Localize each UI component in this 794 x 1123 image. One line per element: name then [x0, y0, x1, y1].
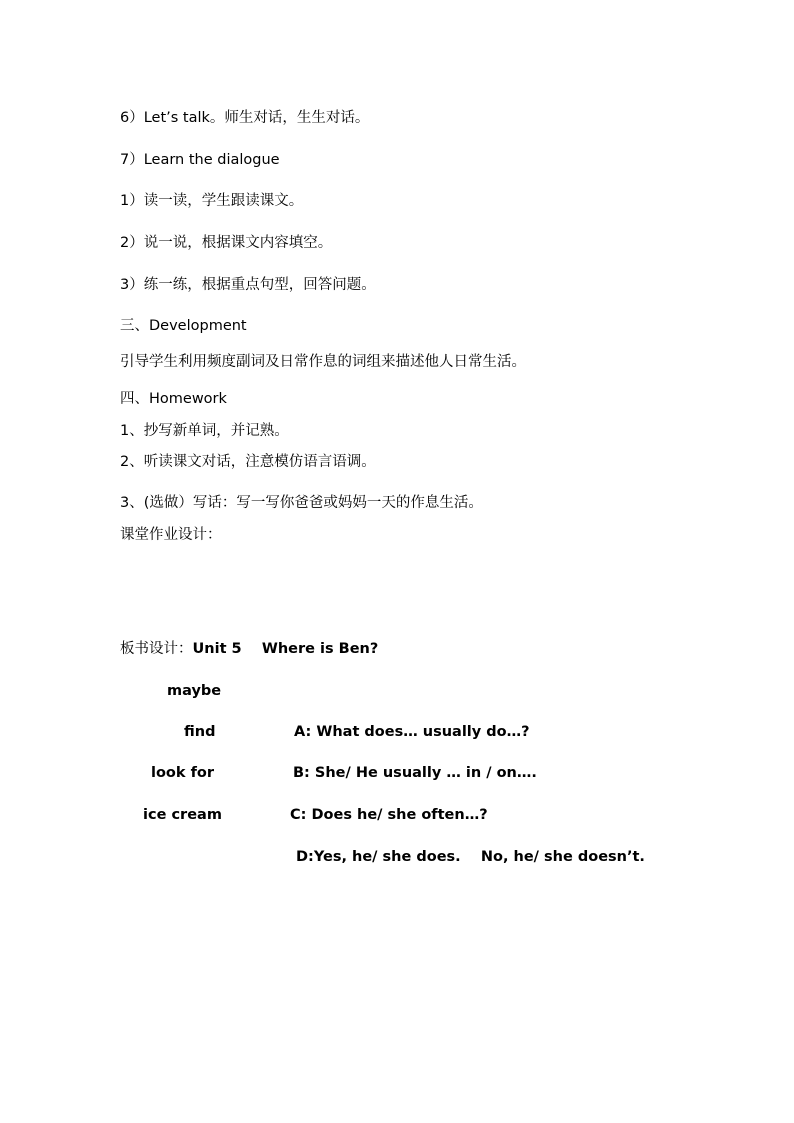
homework-heading: 四、Homework [120, 391, 227, 407]
board-heading [120, 639, 378, 659]
activity-step-3: 3）练一练，根据重点句型，回答问题。 [120, 277, 376, 293]
board-sentence-d: D:Yes, he/ she does. No, he/ she doesn’t. [296, 849, 645, 865]
board-sentence-c: C: Does he/ she often…? [290, 807, 488, 823]
activity-learn-dialogue: 7）Learn the dialogue [120, 152, 280, 168]
classwork-label: 课堂作业设计： [120, 527, 222, 543]
board-title: Unit 5 Where is Ben? [192, 641, 379, 657]
board-word-find: find [184, 724, 216, 740]
board-sentence-a: A: What does… usually do…? [294, 724, 530, 740]
board-word-ice-cream: ice cream [143, 807, 222, 823]
development-heading: 三、Development [120, 318, 247, 334]
activity-step-1: 1）读一读，学生跟读课文。 [120, 193, 304, 209]
board-word-look-for: look for [151, 765, 215, 781]
homework-item-3: 3、(选做）写话：写一写你爸爸或妈妈一天的作息生活。 [120, 495, 483, 511]
homework-item-1: 1、抄写新单词，并记熟。 [120, 423, 289, 439]
board-word-maybe: maybe [167, 683, 222, 699]
board-sentence-b: B: She/ He usually … in / on…. [293, 765, 537, 781]
homework-item-2: 2、听读课文对话，注意模仿语言语调。 [120, 454, 376, 470]
board-label: 板书设计： [120, 641, 193, 657]
development-text: 引导学生利用频度副词及日常作息的词组来描述他人日常生活。 [120, 354, 526, 370]
activity-lets-talk: 6）Let’s talk。师生对话，生生对话。 [120, 110, 370, 126]
activity-step-2: 2）说一说，根据课文内容填空。 [120, 235, 333, 251]
